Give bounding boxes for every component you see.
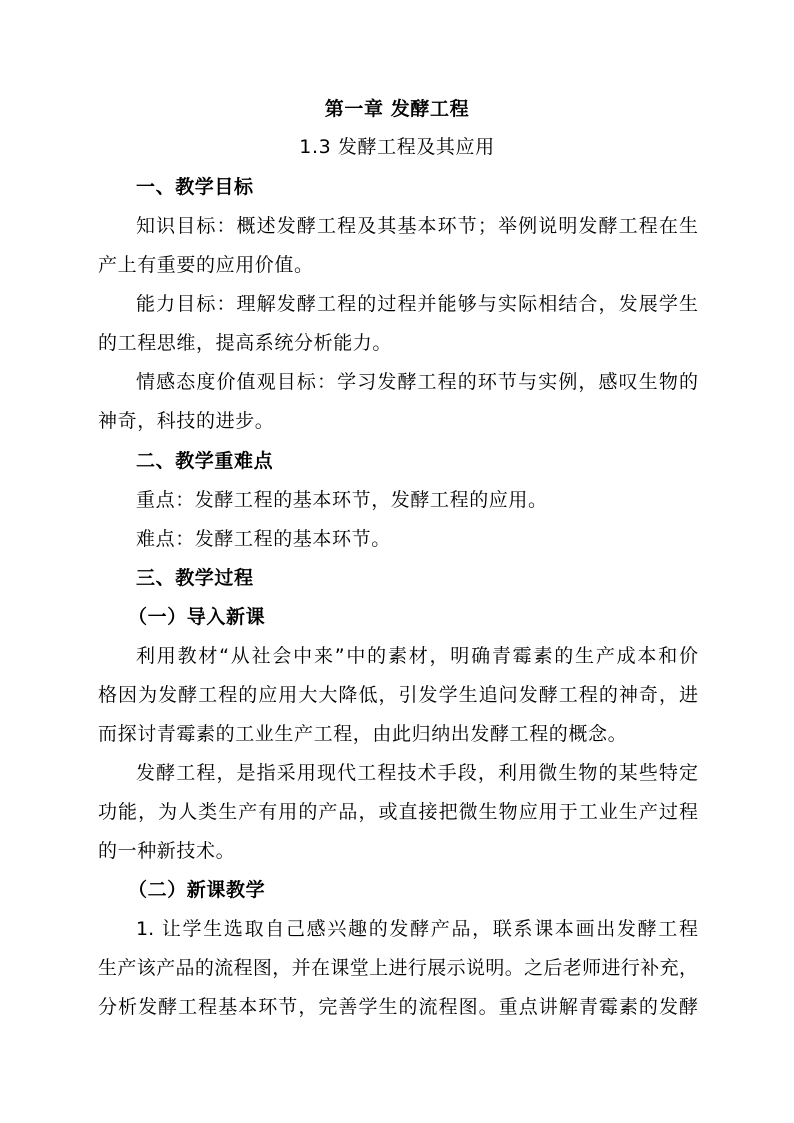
- subheading-intro: （一）导入新课: [128, 606, 266, 628]
- paragraph-intro-line-1: 利用教材“从社会中来”中的素材，明确青霉素的生产成本和价: [136, 645, 698, 667]
- paragraph-ability-goal-line-1: 能力目标：理解发酵工程的过程并能够与实际相结合，发展学生: [136, 293, 698, 315]
- paragraph-difficult-point: 难点：发酵工程的基本环节。: [136, 528, 391, 550]
- chapter-title: 第一章 发酵工程: [324, 98, 470, 120]
- heading-key-difficult-points: 二、教学重难点: [136, 450, 274, 472]
- paragraph-knowledge-goal-line-1: 知识目标：概述发酵工程及其基本环节；举例说明发酵工程在生: [136, 215, 698, 237]
- paragraph-ability-goal-line-2: 的工程思维，提高系统分析能力。: [98, 332, 393, 354]
- heading-teaching-objectives: 一、教学目标: [136, 176, 254, 198]
- heading-teaching-process: 三、教学过程: [136, 567, 254, 589]
- paragraph-knowledge-goal-line-2: 产上有重要的应用价值。: [98, 254, 314, 276]
- paragraph-definition-line-3: 的一种新技术。: [98, 840, 236, 862]
- paragraph-attitude-goal-line-2: 神奇，科技的进步。: [98, 410, 275, 432]
- list-item-1-line-2: 生产该产品的流程图，并在课堂上进行展示说明。之后老师进行补充，: [98, 957, 698, 979]
- paragraph-definition-line-2: 功能，为人类生产有用的产品，或直接把微生物应用于工业生产过程: [98, 801, 698, 823]
- subheading-new-lesson: （二）新课教学: [128, 879, 266, 901]
- paragraph-attitude-goal-line-1: 情感态度价值观目标：学习发酵工程的环节与实例，感叹生物的: [136, 371, 698, 393]
- list-item-1-line-1: 1. 让学生选取自己感兴趣的发酵产品，联系课本画出发酵工程: [136, 918, 698, 940]
- paragraph-intro-line-2: 格因为发酵工程的应用大大降低，引发学生追问发酵工程的神奇，进: [98, 684, 698, 706]
- paragraph-definition-line-1: 发酵工程，是指采用现代工程技术手段，利用微生物的某些特定: [136, 762, 698, 784]
- paragraph-intro-line-3: 而探讨青霉素的工业生产工程，由此归纳出发酵工程的概念。: [98, 723, 628, 745]
- paragraph-key-point: 重点：发酵工程的基本环节，发酵工程的应用。: [136, 489, 548, 511]
- section-title: 1.3 发酵工程及其应用: [299, 136, 495, 158]
- list-item-1-line-3: 分析发酵工程基本环节，完善学生的流程图。重点讲解青霉素的发酵: [98, 996, 698, 1018]
